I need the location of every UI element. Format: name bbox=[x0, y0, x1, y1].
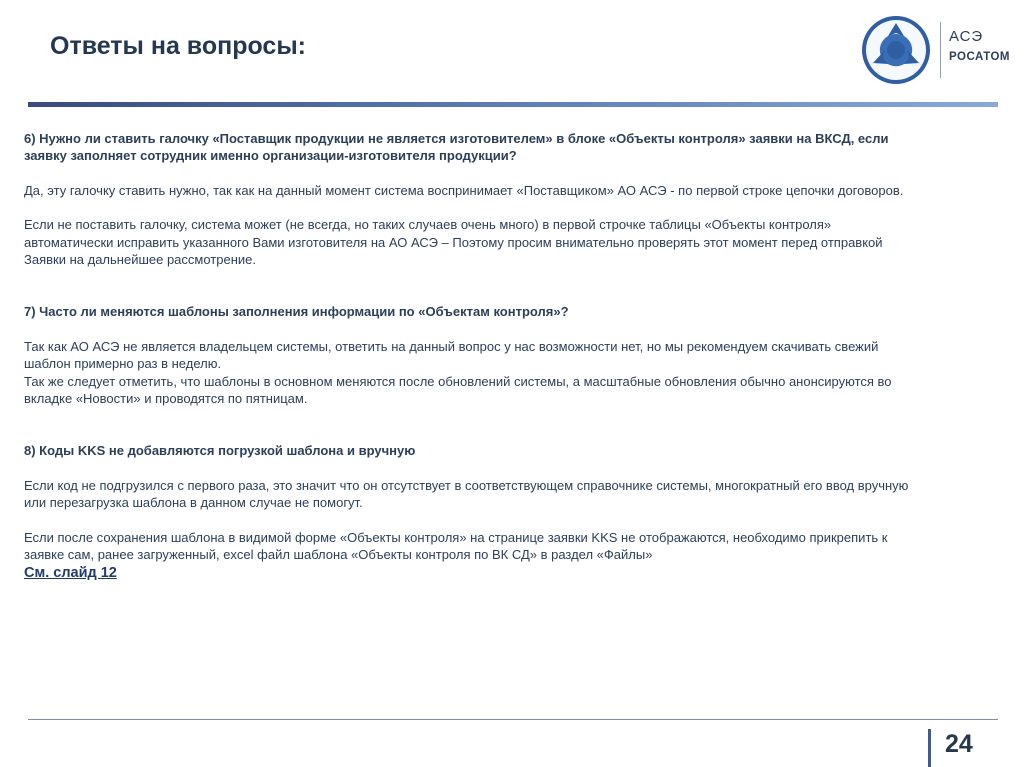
rosatom-atom-icon bbox=[860, 14, 932, 86]
logo-divider bbox=[940, 22, 941, 78]
question-8: 8) Коды KKS не добавляются погрузкой шаблона и вручную bbox=[24, 443, 416, 459]
page-number-divider bbox=[928, 729, 931, 767]
logo-text-rosatom: РОСАТОМ bbox=[949, 51, 1010, 63]
answer-6-paragraph-1: Да, эту галочку ставить нужно, так как на данный момент система воспринимает «Поставщиком» АО АСЭ - по первой строке цепочки договоров. bbox=[24, 182, 904, 198]
logo-text-ase: АСЭ bbox=[949, 28, 984, 45]
question-6: 6) Нужно ли ставить галочку «Поставщик продукции не является изготовителем» в блоке «Объекты контроля» заявки на ВКСД, если заявку заполняет сотрудник именно организации-изготовителя продукции? bbox=[24, 131, 889, 164]
slide-title: Ответы на вопросы: bbox=[50, 32, 306, 60]
slide-12-link[interactable]: См. слайд 12 bbox=[24, 564, 117, 581]
answer-8-paragraph-1: Если код не подгрузился с первого раза, это значит что он отсутствует в соответствующем справочнике системы, многократный его ввод вручную или перезагрузка шаблона в данном случае не помогут. bbox=[24, 477, 909, 511]
page-number: 24 bbox=[945, 730, 973, 758]
question-7: 7) Часто ли меняются шаблоны заполнения информации по «Объектам контроля»? bbox=[24, 304, 569, 320]
answer-8-paragraph-2: Если после сохранения шаблона в видимой форме «Объекты контроля» на странице заявки KKS не отображаются, необходимо прикрепить к заявке сам, ранее загруженный, excel файл шаблона «Объекты контроля по ВК СД» в раздел «Файлы» bbox=[24, 529, 888, 563]
slide-content bbox=[24, 130, 924, 582]
company-logo bbox=[860, 14, 1020, 86]
answer-7-paragraph-2: Так же следует отметить, что шаблоны в основном меняются после обновлений системы, а масштабные обновления обычно анонсируются во вкладке «Новости» и проводятся по пятницам. bbox=[24, 373, 892, 407]
answer-7-paragraph-1: Так как АО АСЭ не является владельцем системы, ответить на данный вопрос у нас возможности нет, но мы рекомендуем скачивать свежий шаблон примерно раз в неделю. bbox=[24, 338, 879, 372]
answer-6-paragraph-2: Если не поставить галочку, система может (не всегда, но таких случаев очень много) в первой строчке таблицы «Объекты контроля» автоматически исправить указанного Вами изготовителя на АО АСЭ – Поэтому просим внимательно проверять этот момент перед отправкой Заявки на дальнейшее рассмотрение. bbox=[24, 217, 883, 268]
header-divider bbox=[28, 102, 998, 107]
footer-divider bbox=[28, 719, 998, 720]
